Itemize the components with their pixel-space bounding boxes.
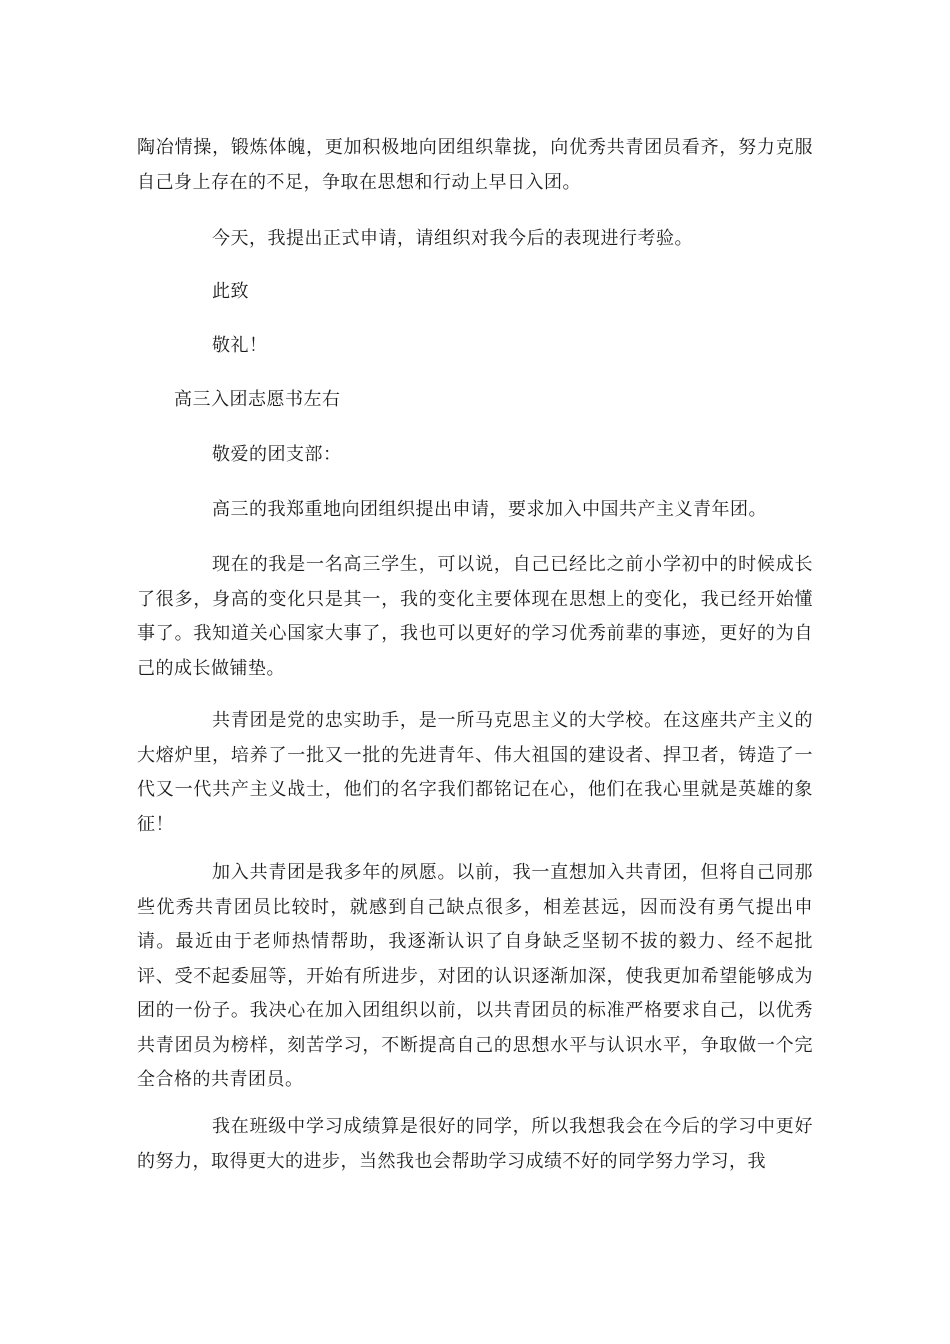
paragraph-continuation: 陶冶情操，锻炼体魄，更加积极地向团组织靠拢，向优秀共青团员看齐，努力克服自己身上存在的不足，争取在思想和行动上早日入团。 bbox=[137, 137, 813, 193]
salutation: 敬爱的团支部： bbox=[212, 444, 342, 465]
paragraph-intro: 高三的我郑重地向团组织提出申请，要求加入中国共产主义青年团。 bbox=[212, 499, 767, 520]
paragraph-study: 我在班级中学习成绩算是很好的同学，所以我想我会在今后的学习中更好的努力，取得更大的进步，当然我也会帮助学习成绩不好的同学努力学习，我 bbox=[137, 1116, 813, 1172]
paragraph-league: 共青团是党的忠实助手，是一所马克思主义的大学校。在这座共产主义的大熔炉里，培养了一批又一批的先进青年、伟大祖国的建设者、捍卫者，铸造了一代又一代共产主义战士，他们的名字我们都铭记在心，他们在我心里就是英雄的象征！ bbox=[137, 710, 813, 835]
paragraph-wish: 加入共青团是我多年的夙愿。以前，我一直想加入共青团，但将自己同那些优秀共青团员比较时，就感到自己缺点很多，相差甚远，因而没有勇气提出申请。最近由于老师热情帮助，我逐渐认识了自身缺乏坚韧不拔的毅力、经不起批评、受不起委屈等，开始有所进步，对团的认识逐渐加深，使我更加希望能够成为团的一份子。我决心在加入团组织以前，以共青团员的标准严格要求自己，以优秀共青团员为榜样，刻苦学习，不断提高自己的思想水平与认识水平，争取做一个完全合格的共青团员。 bbox=[137, 862, 813, 1090]
paragraph-today: 今天，我提出正式申请，请组织对我今后的表现进行考验。 bbox=[212, 228, 693, 249]
closing-line-1: 此致 bbox=[212, 281, 249, 302]
section-title: 高三入团志愿书左右 bbox=[174, 389, 341, 410]
closing-line-2: 敬礼！ bbox=[212, 335, 268, 356]
paragraph-now: 现在的我是一名高三学生，可以说，自己已经比之前小学初中的时候成长了很多，身高的变化只是其一，我的变化主要体现在思想上的变化，我已经开始懂事了。我知道关心国家大事了，我也可以更好的学习优秀前辈的事迹，更好的为自己的成长做铺垫。 bbox=[137, 554, 813, 679]
